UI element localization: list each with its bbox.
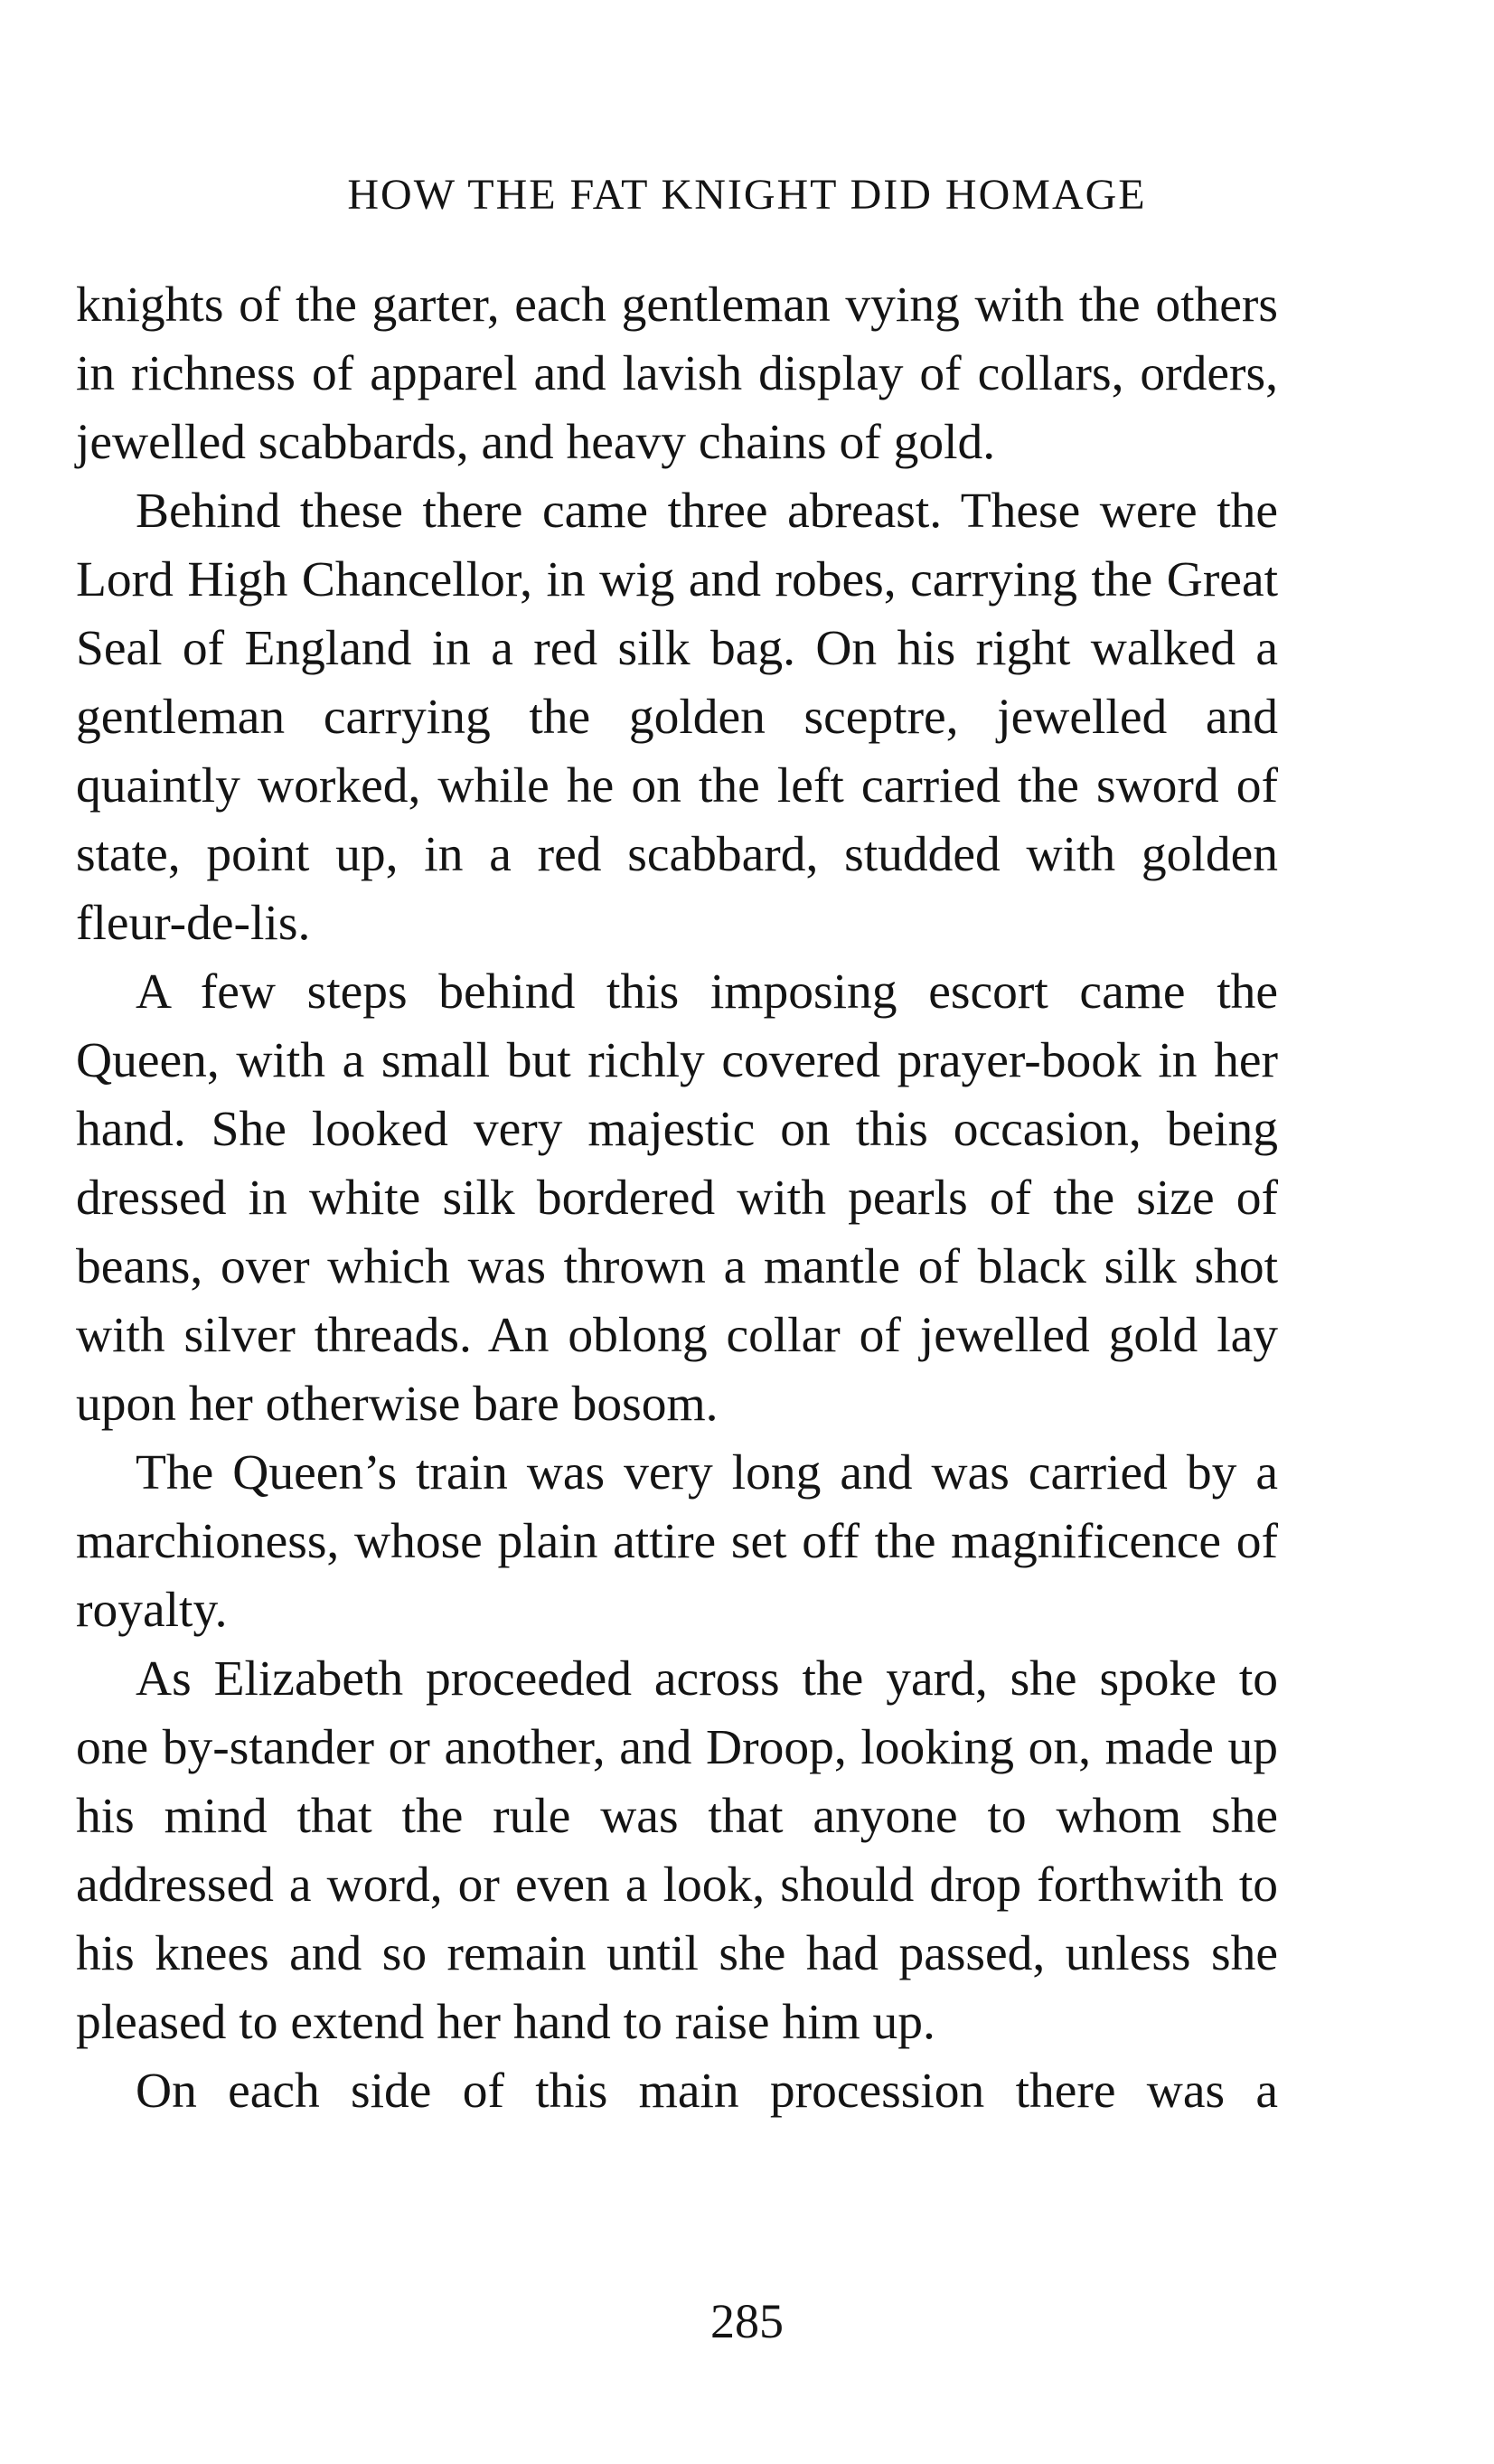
paragraph-4: The Queen’s train was very long and was carried by a marchioness, whose plain attire set off the magnificence of royalty. bbox=[76, 1445, 1278, 1638]
paragraph-5: As Elizabeth proceeded across the yard, she spoke to one by-stander or another, and Droop, looking on, made up his mind that the rule was that anyone to whom she addressed a word, or even a look, should drop forthwith to his knees and so remain until she had passed, unless she pleased to extend her hand to raise him up. bbox=[76, 1651, 1278, 2050]
page-number: 285 bbox=[710, 2294, 784, 2348]
running-head: HOW THE FAT KNIGHT DID HOMAGE bbox=[347, 171, 1147, 219]
paragraph-3: A few steps behind this imposing escort came the Queen, with a small but richly covered prayer-book in her hand. She looked very majestic on this occasion, being dressed in white silk bordered with pearls of the size of beans, over which was thrown a mantle of black silk shot with silver threads. An oblong collar of jewelled gold lay upon her otherwise bare bosom. bbox=[76, 964, 1278, 1432]
body-text bbox=[76, 271, 1278, 2126]
paragraph-1: knights of the garter, each gentleman vying with the others in richness of apparel and lavish display of collars, orders, jewelled scabbards, and heavy chains of gold. bbox=[76, 277, 1278, 470]
paragraph-6: On each side of this main procession there was a bbox=[136, 2064, 1278, 2119]
paragraph-2: Behind these there came three abreast. These were the Lord High Chancellor, in wig and robes, carrying the Great Seal of England in a red silk bag. On his right walked a gentleman carrying the golden sceptre, jewelled and quaintly worked, while he on the left carried the sword of state, point up, in a red scabbard, studded with golden fleur-de-lis. bbox=[76, 484, 1278, 951]
